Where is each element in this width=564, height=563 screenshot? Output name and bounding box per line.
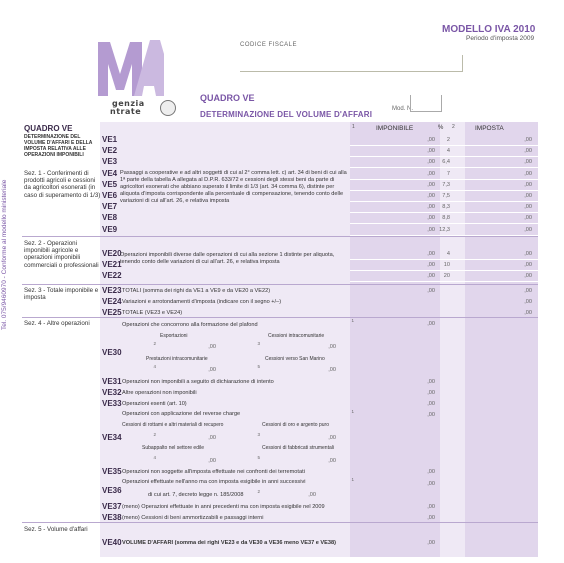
ve36-sub-description: di cui art. 7, decreto legge n. 185/2008 xyxy=(148,492,244,498)
ve36-field-number: 1 xyxy=(351,477,354,482)
code-ve23: VE23 xyxy=(102,286,122,295)
ve3-imponibile[interactable]: ,00 xyxy=(427,159,435,166)
ve34-field-number: 1 xyxy=(351,409,354,414)
ve6-imponibile[interactable]: ,00 xyxy=(427,193,435,199)
ve8-imposta[interactable]: ,00 xyxy=(524,215,532,222)
ve25-imposta[interactable]: ,00 xyxy=(524,310,532,316)
sezione-2-label: Sez. 2 - Operazioni imponibili agricole e operazioni imponibili commerciali o professionali xyxy=(24,240,99,269)
code-ve25: VE25 xyxy=(102,308,122,317)
quadro-title: QUADRO VE xyxy=(200,93,255,103)
ve20-percent: 4 xyxy=(446,251,450,257)
ve30-description: Operazioni che concorrono alla formazione del plafond xyxy=(122,322,258,328)
ve30-esportazioni-value[interactable]: ,00 xyxy=(208,344,216,350)
ve30-total-value[interactable]: ,00 xyxy=(427,321,435,327)
divider-sez1 xyxy=(22,236,538,237)
row-separator xyxy=(350,201,538,202)
code-ve34: VE34 xyxy=(102,433,122,442)
code-ve32: VE32 xyxy=(102,388,122,397)
divider-sez4 xyxy=(22,522,538,523)
code-ve8: VE8 xyxy=(102,213,118,223)
code-ve9: VE9 xyxy=(102,224,118,234)
ve22-percent: 20 xyxy=(443,273,450,280)
row-separator xyxy=(350,145,538,146)
ve3-percent: 6,4 xyxy=(442,159,450,166)
ve5-percent: 7,3 xyxy=(442,181,450,188)
ve31-description: Operazioni non imponibili a seguito di dichiarazione di intento xyxy=(122,379,274,385)
ve30-sub-number-4: 4 xyxy=(153,364,156,369)
ve22-imponibile[interactable]: ,00 xyxy=(427,273,435,280)
ve30-sub-san-marino: Cessioni verso San Marino xyxy=(265,356,325,362)
ve6-percent: 7,5 xyxy=(442,193,450,199)
ve23-imponibile[interactable]: ,00 xyxy=(427,288,435,294)
code-ve31: VE31 xyxy=(102,377,122,386)
ve38-description: (meno) Cessioni di beni ammortizzabili e passaggi interni xyxy=(122,515,264,521)
ve30-cessioni-intra-value[interactable]: ,00 xyxy=(328,344,336,350)
ve23-imposta[interactable]: ,00 xyxy=(524,288,532,294)
col1-number: 1 xyxy=(352,124,355,130)
ve34-rottami-value[interactable]: ,00 xyxy=(208,435,216,441)
quadro-subtitle: DETERMINAZIONE DEL VOLUME D'AFFARI xyxy=(200,110,373,119)
code-ve21: VE21 xyxy=(102,260,122,270)
ve35-value[interactable]: ,00 xyxy=(427,469,435,475)
ve30-sub-cessioni-intra: Cessioni intracomunitarie xyxy=(268,333,325,339)
sezione-4-label: Sez. 4 - Altre operazioni xyxy=(24,320,90,327)
ve2-imposta[interactable]: ,00 xyxy=(524,148,532,155)
ve34-total-value[interactable]: ,00 xyxy=(427,412,435,418)
ve4-imponibile[interactable]: ,00 xyxy=(427,170,435,177)
ve5-imposta[interactable]: ,00 xyxy=(524,181,532,188)
code-ve30: VE30 xyxy=(102,348,122,357)
ve34-sub-fabbricati: Cessioni di fabbricati strumentali xyxy=(262,445,334,451)
ve21-imponibile[interactable]: ,00 xyxy=(427,262,435,269)
ve32-description: Altre operazioni non imponibili xyxy=(122,390,197,396)
ve2-percent: 4 xyxy=(446,148,450,155)
ve34-sub-number-5: 5 xyxy=(257,455,260,460)
side-text: Tel. 075/9460970 - Conforme al modello ministeriale xyxy=(1,179,8,330)
agenzia-entrate-logo xyxy=(98,34,164,96)
ve30-sub-number-5: 5 xyxy=(257,364,260,369)
ve1-imponibile[interactable]: ,00 xyxy=(427,137,435,143)
ve25-description: TOTALE (VE23 e VE24) xyxy=(122,310,183,316)
ve34-fabbricati-value[interactable]: ,00 xyxy=(328,458,336,464)
ve20-imposta[interactable]: ,00 xyxy=(524,251,532,257)
code-ve2: VE2 xyxy=(102,146,118,156)
row-separator xyxy=(350,259,538,260)
code-ve1: VE1 xyxy=(102,135,118,144)
ve35-description: Operazioni non soggette all'imposta effettuate nei confronti dei terremotati xyxy=(122,469,305,475)
sezione-3-label: Sez. 3 - Totale imponibile e imposta xyxy=(24,287,99,302)
ve23-description: TOTALI (somma dei righi da VE1 a VE9 e da VE20 a VE22) xyxy=(122,288,271,294)
row-separator xyxy=(350,167,538,168)
ve34-subappalto-value[interactable]: ,00 xyxy=(208,458,216,464)
ve30-sub-prestazioni-intra: Prestazioni intracomunitarie xyxy=(146,356,208,362)
model-title: MODELLO IVA 2010 xyxy=(442,24,536,35)
code-ve6: VE6 xyxy=(102,191,118,200)
mod-n-label: Mod. N. xyxy=(392,106,414,112)
ve24-imposta[interactable]: ,00 xyxy=(524,299,532,305)
code-ve38: VE38 xyxy=(102,513,122,522)
ve34-sub-rottami: Cessioni di rottami e altri materiali di recupero xyxy=(122,422,224,428)
divider-sez3 xyxy=(22,317,538,318)
code-ve4: VE4 xyxy=(102,168,118,178)
imposta-header: IMPOSTA xyxy=(475,125,504,132)
ve2-imponibile[interactable]: ,00 xyxy=(427,148,435,155)
ve34-sub-subappalto: Subappalto nel settore edile xyxy=(142,445,204,451)
code-ve37: VE37 xyxy=(102,502,122,511)
period-label: Periodo d'imposta 2009 xyxy=(466,35,535,42)
quadro-description: DETERMINAZIONE DEL VOLUME D'AFFARI E DELLA IMPOSTA RELATIVA ALLE OPERAZIONI IMPONIBILI xyxy=(24,134,93,158)
ve8-imponibile[interactable]: ,00 xyxy=(427,215,435,222)
code-ve20: VE20 xyxy=(102,249,122,258)
ve31-value[interactable]: ,00 xyxy=(427,379,435,385)
code-ve22: VE22 xyxy=(102,271,122,281)
imponibile-header: IMPONIBILE xyxy=(376,125,414,132)
code-ve40: VE40 xyxy=(102,538,122,547)
ve9-imponibile[interactable]: ,00 xyxy=(427,226,435,233)
code-ve7: VE7 xyxy=(102,202,118,212)
ve1-9-description: Passaggi a cooperative e ad altri soggetti di cui al 2° comma lett. c) art. 34 di beni di cui alla 1ª parte della tabella A allegata al D.P.R. 633/72 e cessioni degli stessi beni da parte di agricoltori esonerati che abbiano superato il limite di 1/3 (art. 34 comma 6), distinte per aliquota d'imposta corrispondente alla percentuale di compensazione, tenendo conto delle variazioni di cui all'art. 26, e relativa imposta xyxy=(120,170,347,204)
sezione-1-label: Sez. 1 - Conferimenti di prodotti agricoli e cessioni da agricoltori esonerati (in caso di superamento di 1/3) xyxy=(24,170,101,199)
ve33-value[interactable]: ,00 xyxy=(427,401,435,407)
row-separator xyxy=(350,190,538,191)
ve4-imposta[interactable]: ,00 xyxy=(524,170,532,177)
ve36-sub-number-2: 2 xyxy=(257,489,260,494)
ve21-imposta[interactable]: ,00 xyxy=(524,262,532,269)
ve34-description: Operazioni con applicazione del reverse charge xyxy=(122,411,241,417)
col2-number: 2 xyxy=(452,124,455,130)
ve34-oro-value[interactable]: ,00 xyxy=(328,435,336,441)
row-separator xyxy=(350,212,538,213)
ve5-imponibile[interactable]: ,00 xyxy=(427,181,435,188)
ve7-percent: 8,3 xyxy=(442,204,450,211)
row-separator xyxy=(350,156,538,157)
ve36-value[interactable]: ,00 xyxy=(427,481,435,487)
ve30-field-number: 1 xyxy=(351,318,354,323)
code-ve35: VE35 xyxy=(102,467,122,476)
ve34-sub-number-2: 2 xyxy=(153,432,156,437)
ve30-sub-number-3: 3 xyxy=(257,341,260,346)
row-separator xyxy=(350,179,538,180)
agency-line1: genzia xyxy=(112,99,145,108)
codice-fiscale-field[interactable] xyxy=(240,55,463,72)
ve3-imposta[interactable]: ,00 xyxy=(524,159,532,166)
ve34-sub-number-4: 4 xyxy=(153,455,156,460)
code-ve33: VE33 xyxy=(102,399,122,408)
row-separator xyxy=(350,223,538,224)
ve40-description: VOLUME D'AFFARI (somma dei righi VE23 e da VE30 a VE36 meno VE37 e VE38) xyxy=(122,540,336,546)
ve20-imponibile[interactable]: ,00 xyxy=(427,251,435,257)
percent-header: % xyxy=(438,125,444,131)
ve36-description: Operazioni effettuate nell'anno ma con imposta esigibile in anni successivi xyxy=(122,479,306,485)
sezione-5-label: Sez. 5 - Volume d'affari xyxy=(24,526,88,533)
divider-sez2 xyxy=(22,284,538,285)
ve30-sub-esportazioni: Esportazioni xyxy=(160,333,188,339)
code-ve3: VE3 xyxy=(102,157,118,167)
ve8-percent: 8,8 xyxy=(442,215,450,222)
code-ve36: VE36 xyxy=(102,486,122,495)
ve7-imposta[interactable]: ,00 xyxy=(524,204,532,211)
code-ve5: VE5 xyxy=(102,179,118,189)
ve4-percent: 7 xyxy=(446,170,450,177)
code-ve24: VE24 xyxy=(102,297,122,306)
ve30-sub-number-2: 2 xyxy=(153,341,156,346)
ve20-22-description: Operazioni imponibili diverse dalle operazioni di cui alla sezione 1 distinte per aliquota, tenendo conto delle variazioni di cui all'art. 26, e relativa imposta xyxy=(120,252,335,265)
codice-fiscale-label: CODICE FISCALE xyxy=(240,42,298,48)
mod-n-field[interactable] xyxy=(410,95,442,112)
agency-name xyxy=(100,100,145,116)
ve37-description: (meno) Operazioni effettuate in anni precedenti ma con imposta esigibile nel 2009 xyxy=(122,504,325,510)
ve9-imposta[interactable]: ,00 xyxy=(524,226,532,233)
ve37-value[interactable]: ,00 xyxy=(427,504,435,510)
row-separator xyxy=(350,281,538,282)
quadro-label: QUADRO VE xyxy=(24,124,73,133)
ve30-san-marino-value[interactable]: ,00 xyxy=(328,367,336,373)
ve24-description: Variazioni e arrotondamenti d'imposta (indicare con il segno +/–) xyxy=(122,299,282,305)
ve1-imposta[interactable]: ,00 xyxy=(524,137,532,143)
republic-emblem-icon xyxy=(160,100,176,116)
ve30-prestazioni-value[interactable]: ,00 xyxy=(208,367,216,373)
ve6-imposta[interactable]: ,00 xyxy=(524,193,532,199)
ve34-sub-oro: Cessioni di oro e argento puro xyxy=(262,422,329,428)
row-separator xyxy=(350,235,538,236)
ve7-imponibile[interactable]: ,00 xyxy=(427,204,435,211)
ve40-value[interactable]: ,00 xyxy=(427,540,435,546)
ve21-percent: 10 xyxy=(443,262,450,269)
ve1-percent: 2 xyxy=(446,137,450,143)
row-separator xyxy=(350,270,538,271)
ve9-percent: 12,3 xyxy=(439,226,450,233)
ve33-description: Operazioni esenti (art. 10) xyxy=(122,401,187,407)
ve38-value[interactable]: ,00 xyxy=(427,515,435,521)
agency-line2: ntrate xyxy=(110,107,142,116)
ve36-sub-value[interactable]: ,00 xyxy=(308,492,316,498)
ve32-value[interactable]: ,00 xyxy=(427,390,435,396)
ve34-sub-number-3: 3 xyxy=(257,432,260,437)
ve22-imposta[interactable]: ,00 xyxy=(524,273,532,280)
